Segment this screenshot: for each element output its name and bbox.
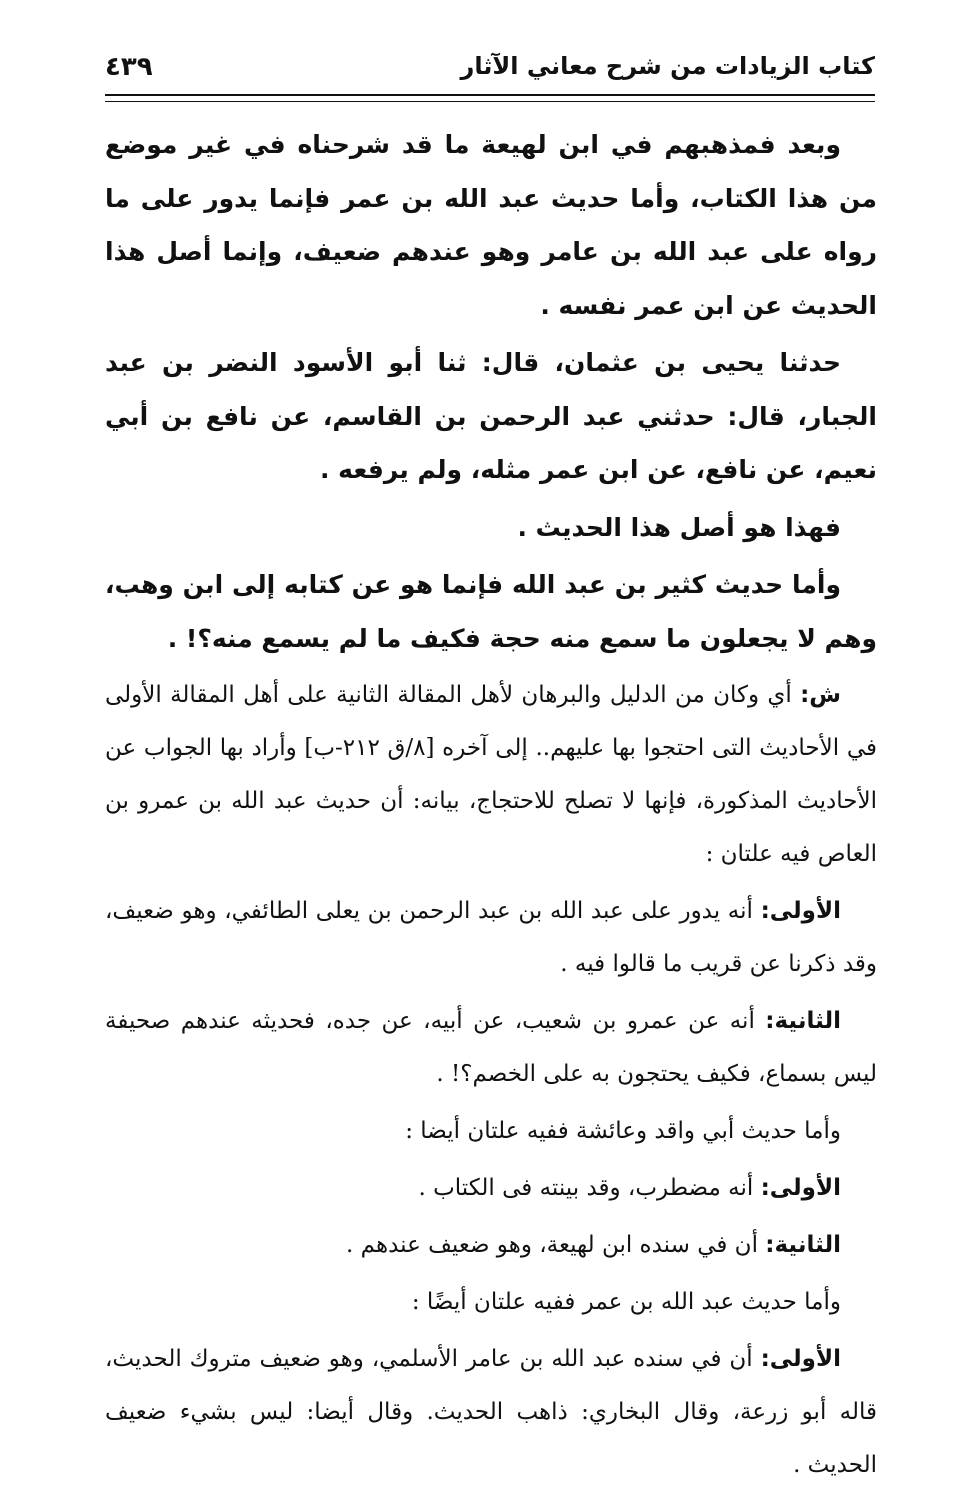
page-header bbox=[105, 48, 875, 92]
paragraph-text: فهذا هو أصل هذا الحديث . bbox=[517, 512, 841, 542]
commentary-paragraph bbox=[105, 1105, 877, 1158]
point-label: الثانية: bbox=[765, 1008, 841, 1034]
body-text bbox=[105, 118, 877, 1492]
paragraph-text: وأما حديث عبد الله بن عمر ففيه علتان أيضًا : bbox=[411, 1289, 841, 1315]
paragraph-text: أنه يدور على عبد الله بن عبد الرحمن بن يعلى الطائفي، وهو ضعيف، وقد ذكرنا عن قريب ما قالوا فيه . bbox=[105, 898, 877, 977]
running-title: كتاب الزيادات من شرح معاني الآثار bbox=[460, 52, 875, 80]
matn-paragraph bbox=[105, 558, 877, 665]
matn-paragraph bbox=[105, 118, 877, 332]
matn-paragraph bbox=[105, 336, 877, 497]
commentary-marker: ش: bbox=[800, 682, 841, 708]
paragraph-text: أنه مضطرب، وقد بينته فى الكتاب . bbox=[418, 1175, 761, 1201]
paragraph-text: وأما حديث كثير بن عبد الله فإنما هو عن كتابه إلى ابن وهب، وهم لا يجعلون ما سمع منه حجة فكيف ما لم يسمع منه؟! . bbox=[105, 570, 877, 653]
page-number: ٤٣٩ bbox=[105, 52, 153, 82]
commentary-paragraph bbox=[105, 1162, 877, 1215]
header-rule bbox=[105, 94, 875, 102]
commentary-paragraph bbox=[105, 995, 877, 1101]
paragraph-text: أن في سنده ابن لهيعة، وهو ضعيف عندهم . bbox=[346, 1232, 766, 1258]
point-label: الأولى: bbox=[760, 1175, 841, 1201]
commentary-paragraph bbox=[105, 1276, 877, 1329]
point-label: الأولى: bbox=[760, 898, 841, 924]
commentary-paragraph bbox=[105, 669, 877, 881]
point-label: الأولى: bbox=[760, 1346, 841, 1372]
commentary-paragraph bbox=[105, 1219, 877, 1272]
commentary-paragraph bbox=[105, 885, 877, 991]
paragraph-text: أي وكان من الدليل والبرهان لأهل المقالة الثانية على أهل المقالة الأولى في الأحاديث التى احتجوا بها عليهم.. إلى آخره [٨/ق ٢١٢-ب] وأراد بها الجواب عن الأحاديث المذكورة، فإنها لا تصلح للاحتجاج، بيانه: أن حديث عبد الله بن عمرو بن العاص فيه علتان : bbox=[105, 682, 877, 867]
paragraph-text: وأما حديث أبي واقد وعائشة ففيه علتان أيضا : bbox=[405, 1118, 841, 1144]
point-label: الثانية: bbox=[765, 1232, 841, 1258]
paragraph-text: حدثنا يحيى بن عثمان، قال: ثنا أبو الأسود النضر بن عبد الجبار، قال: حدثني عبد الرحمن بن القاسم، عن نافع بن أبي نعيم، عن نافع، عن ابن عمر مثله، ولم يرفعه . bbox=[105, 348, 877, 484]
paragraph-text: وبعد فمذهبهم في ابن لهيعة ما قد شرحناه في غير موضع من هذا الكتاب، وأما حديث عبد الله بن عمر فإنما يدور على ما رواه على عبد الله بن عامر وهو عندهم ضعيف، وإنما أصل هذا الحديث عن ابن عمر نفسه . bbox=[105, 130, 877, 320]
paragraph-text: أنه عن عمرو بن شعيب، عن أبيه، عن جده، فحديثه عندهم صحيفة ليس بسماع، فكيف يحتجون به على الخصم؟! . bbox=[105, 1008, 877, 1087]
matn-paragraph bbox=[105, 501, 877, 555]
paragraph-text: أن في سنده عبد الله بن عامر الأسلمي، وهو ضعيف متروك الحديث، قاله أبو زرعة، وقال البخاري: ذاهب الحديث. وقال أيضا: ليس بشيء ضعيف الحديث . bbox=[105, 1346, 877, 1478]
